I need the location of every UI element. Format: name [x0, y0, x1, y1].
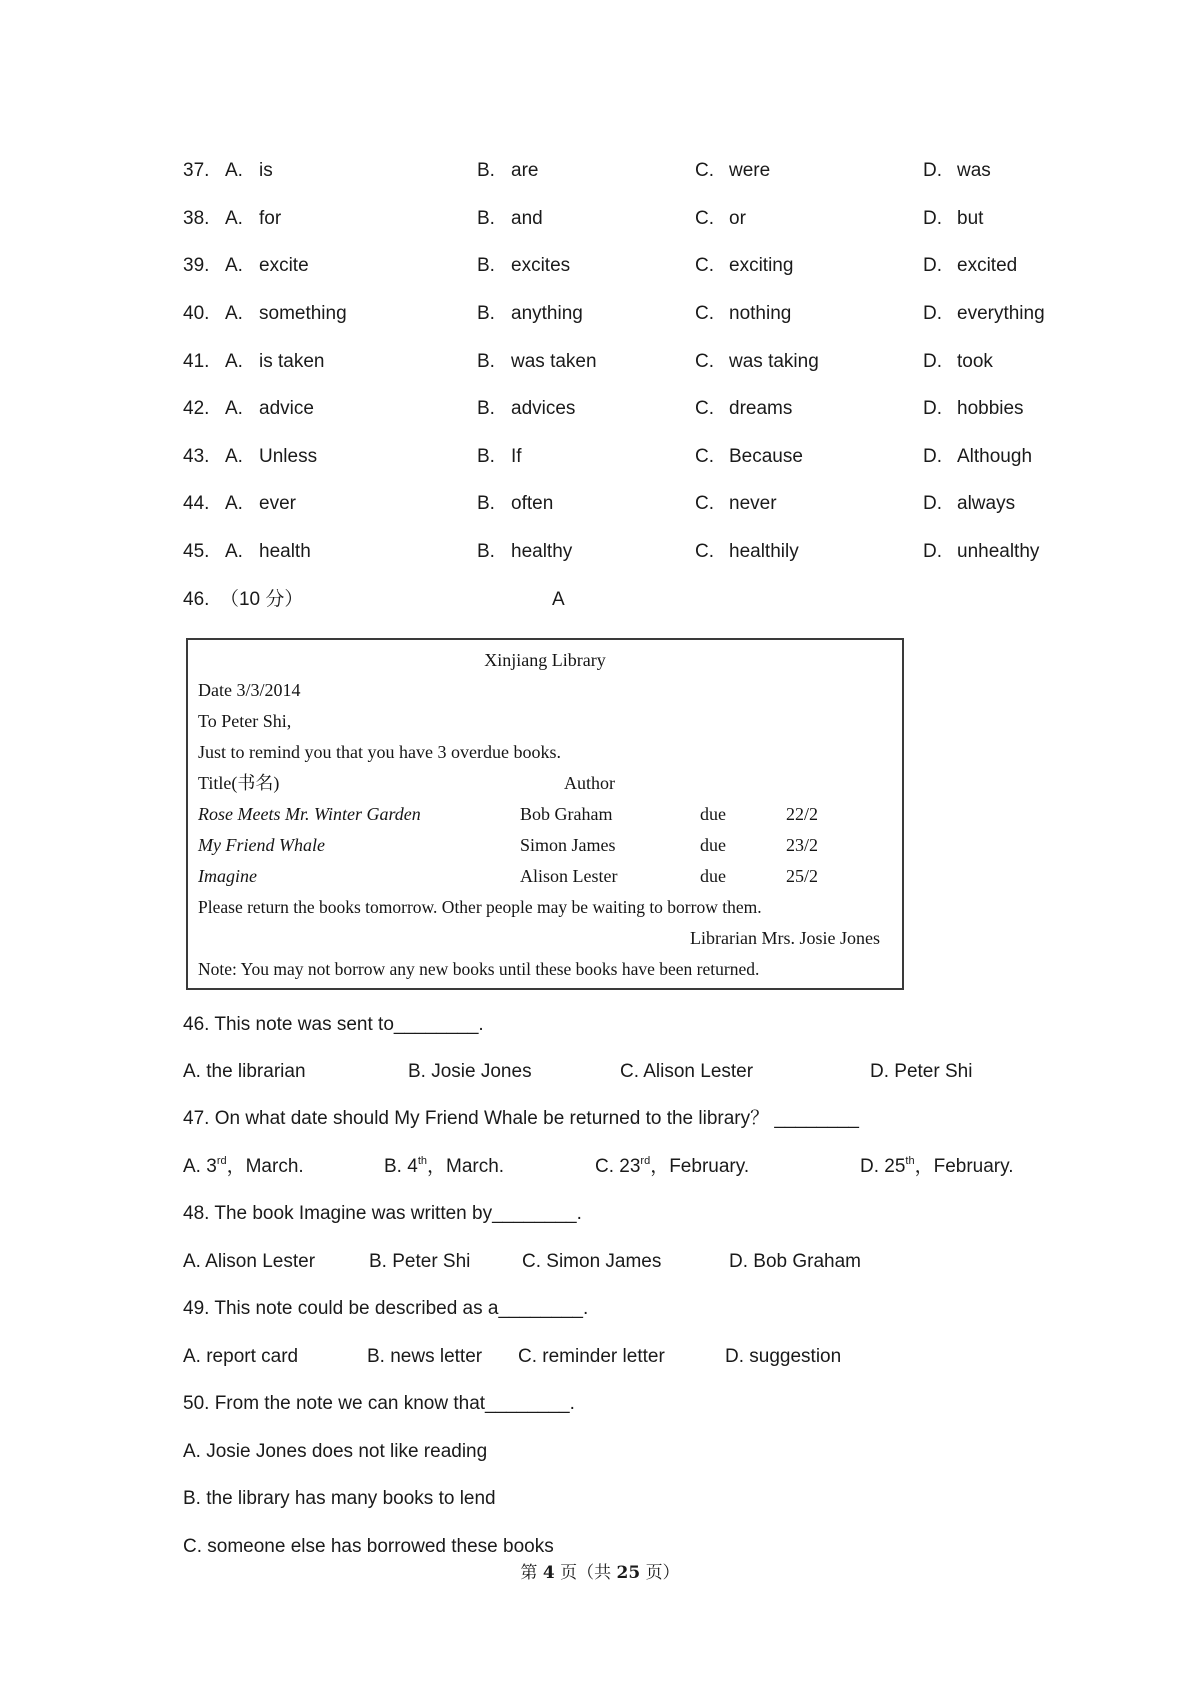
option-b: B. news letter [367, 1346, 483, 1367]
option-c [695, 249, 793, 283]
option-letter: A. [225, 541, 243, 562]
option-letter: A. [225, 303, 243, 324]
footer-total-pages: 25 [616, 1563, 641, 1583]
option-c: C. Simon James [522, 1251, 662, 1272]
option-letter: A. [225, 351, 243, 372]
option-letter: D. [923, 255, 942, 276]
option-text: is [259, 160, 273, 181]
option-d [923, 202, 983, 236]
option-a-day: A. 3 [183, 1156, 217, 1177]
option-text: excites [511, 255, 571, 276]
option-letter: A. [225, 398, 243, 419]
option-letter: C. [695, 351, 714, 372]
section-number: 46. [183, 589, 210, 610]
book-due-date: 23/2 [786, 835, 819, 855]
option-text: Although [957, 446, 1033, 467]
option-text: anything [511, 303, 583, 324]
question-number: 38. [183, 208, 210, 229]
book-title: Imagine [198, 866, 257, 886]
option-text: took [957, 351, 993, 372]
option-d [923, 154, 991, 188]
question-49-options [0, 1340, 1200, 1374]
option-b [477, 535, 572, 569]
option-d-month: ，February. [914, 1156, 1014, 1177]
question-47: 47. On what date should My Friend Whale be returned to the library？ ________ [183, 1108, 859, 1129]
library-notice [186, 638, 904, 990]
option-b [477, 297, 583, 331]
option-text: exciting [729, 255, 794, 276]
option-letter: C. [695, 160, 714, 181]
cloze-option-row [0, 392, 1200, 426]
cloze-option-row [0, 440, 1200, 474]
page-footer [0, 1558, 1200, 1588]
option-text: dreams [729, 398, 793, 419]
option-text: never [729, 493, 777, 514]
option-letter: B. [477, 493, 495, 514]
question-number: 39. [183, 255, 210, 276]
option-c [595, 1150, 749, 1184]
cloze-option-row [0, 249, 1200, 283]
option-c: C. someone else has borrowed these books [183, 1536, 554, 1557]
cloze-option-row [0, 487, 1200, 521]
option-a: A. report card [183, 1346, 299, 1367]
book-title: Rose Meets Mr. Winter Garden [198, 804, 421, 824]
question-48: 48. The book Imagine was written by________. [183, 1203, 582, 1224]
option-b [477, 487, 553, 521]
option-d [923, 535, 1039, 569]
option-text: advices [511, 398, 576, 419]
option-letter: A. [225, 208, 243, 229]
option-d-suffix: th [905, 1155, 915, 1167]
option-letter: C. [695, 208, 714, 229]
cloze-option-row [0, 154, 1200, 188]
option-letter: C. [695, 541, 714, 562]
option-c-day: C. 23 [595, 1156, 641, 1177]
option-d: D. suggestion [725, 1346, 842, 1367]
option-letter: A. [225, 160, 243, 181]
option-letter: B. [477, 160, 495, 181]
option-a [225, 392, 314, 426]
notice-date: Date 3/3/2014 [198, 680, 301, 700]
option-a [225, 154, 273, 188]
option-letter: B. [477, 255, 495, 276]
option-text: Unless [259, 446, 318, 467]
question-number: 43. [183, 446, 210, 467]
option-a-month: ，March. [226, 1156, 304, 1177]
option-b [477, 154, 538, 188]
footer-middle: 页（共 [560, 1563, 612, 1583]
option-letter: A. [225, 446, 243, 467]
book-due-label: due [700, 866, 726, 886]
section-heading [183, 583, 303, 617]
option-b: B. Josie Jones [408, 1061, 532, 1082]
option-d: D. Bob Graham [729, 1251, 861, 1272]
option-letter: C. [695, 303, 714, 324]
option-letter: D. [923, 303, 942, 324]
cloze-option-row [0, 202, 1200, 236]
option-text: ever [259, 493, 296, 514]
section-points: （10 分） [219, 589, 304, 610]
cloze-option-row [0, 345, 1200, 379]
footer-suffix: 页） [645, 1563, 680, 1583]
option-c-month: ，February. [650, 1156, 750, 1177]
question-number: 41. [183, 351, 210, 372]
option-letter: B. [477, 208, 495, 229]
book-author: Alison Lester [520, 866, 618, 886]
footer-page-number: 4 [542, 1563, 555, 1583]
option-text: often [511, 493, 554, 514]
option-text: Because [729, 446, 803, 467]
book-due-label: due [700, 835, 726, 855]
option-c: C. Alison Lester [620, 1061, 754, 1082]
book-due-label: due [700, 804, 726, 824]
footer-prefix: 第 [520, 1563, 538, 1583]
option-text: or [729, 208, 746, 229]
book-title: My Friend Whale [198, 835, 325, 855]
option-b: B. Peter Shi [369, 1251, 471, 1272]
option-text: for [259, 208, 282, 229]
notice-recipient: To Peter Shi, [198, 711, 292, 731]
option-b-month: ，March. [427, 1156, 505, 1177]
option-letter: C. [695, 446, 714, 467]
option-text: was taking [729, 351, 819, 372]
option-text: was [957, 160, 991, 181]
option-b [477, 392, 575, 426]
option-a [225, 440, 317, 474]
book-due-date: 22/2 [786, 804, 819, 824]
option-letter: D. [923, 493, 942, 514]
option-c [695, 154, 770, 188]
cloze-option-row [0, 535, 1200, 569]
question-number: 37. [183, 160, 210, 181]
option-text: was taken [511, 351, 597, 372]
option-c [695, 487, 777, 521]
option-a [225, 535, 311, 569]
option-letter: D. [923, 541, 942, 562]
option-text: If [511, 446, 522, 467]
option-letter: C. [695, 493, 714, 514]
option-letter: B. [477, 541, 495, 562]
question-46-options [0, 1055, 1200, 1089]
option-d [860, 1150, 1014, 1184]
question-49: 49. This note could be described as a________. [183, 1298, 589, 1319]
question-number: 42. [183, 398, 210, 419]
option-d-day: D. 25 [860, 1156, 906, 1177]
option-a [225, 202, 281, 236]
option-letter: B. [477, 398, 495, 419]
option-d [923, 297, 1045, 331]
option-text: excited [957, 255, 1018, 276]
option-letter: D. [923, 208, 942, 229]
option-text: unhealthy [957, 541, 1040, 562]
option-letter: C. [695, 255, 714, 276]
question-46: 46. This note was sent to________. [183, 1014, 484, 1035]
option-text: is taken [259, 351, 325, 372]
question-number: 45. [183, 541, 210, 562]
option-a: A. Alison Lester [183, 1251, 316, 1272]
cloze-option-row [0, 297, 1200, 331]
question-50: 50. From the note we can know that________. [183, 1393, 575, 1414]
option-letter: D. [923, 160, 942, 181]
option-b [477, 249, 570, 283]
passage-letter: A [552, 589, 565, 610]
option-c [695, 297, 791, 331]
option-text: health [259, 541, 311, 562]
notice-col-title: Title(书名) [198, 773, 280, 793]
book-author: Simon James [520, 835, 616, 855]
option-text: hobbies [957, 398, 1024, 419]
option-c-suffix: rd [640, 1155, 651, 1167]
question-47-options [0, 1150, 1200, 1184]
option-text: advice [259, 398, 314, 419]
option-b: B. the library has many books to lend [183, 1488, 496, 1509]
notice-col-author: Author [564, 773, 615, 793]
option-c [695, 392, 792, 426]
option-b-day: B. 4 [384, 1156, 418, 1177]
option-a: A. Josie Jones does not like reading [183, 1441, 488, 1462]
book-author: Bob Graham [520, 804, 613, 824]
option-a [225, 345, 324, 379]
option-b [477, 202, 543, 236]
option-letter: B. [477, 446, 495, 467]
notice-intro: Just to remind you that you have 3 overdue books. [198, 742, 561, 762]
option-text: everything [957, 303, 1045, 324]
option-letter: D. [923, 351, 942, 372]
option-a-suffix: rd [216, 1155, 227, 1167]
option-d [923, 345, 993, 379]
option-text: and [511, 208, 543, 229]
option-a [225, 297, 347, 331]
option-text: nothing [729, 303, 792, 324]
option-c [695, 440, 803, 474]
question-number: 44. [183, 493, 210, 514]
option-letter: D. [923, 398, 942, 419]
option-text: something [259, 303, 347, 324]
option-text: healthy [511, 541, 573, 562]
option-letter: D. [923, 446, 942, 467]
option-c [695, 535, 799, 569]
option-text: were [729, 160, 771, 181]
option-d [923, 487, 1015, 521]
notice-signature: Librarian Mrs. Josie Jones [690, 928, 880, 948]
option-b [477, 440, 522, 474]
question-number: 40. [183, 303, 210, 324]
option-a [225, 249, 309, 283]
option-d [923, 440, 1032, 474]
option-text: but [957, 208, 984, 229]
option-b [384, 1150, 504, 1184]
option-c: C. reminder letter [518, 1346, 665, 1367]
option-a: A. the librarian [183, 1061, 306, 1082]
option-b [477, 345, 597, 379]
notice-note: Note: You may not borrow any new books until these books have been returned. [198, 959, 760, 979]
option-text: always [957, 493, 1016, 514]
book-due-date: 25/2 [786, 866, 819, 886]
option-letter: A. [225, 493, 243, 514]
option-letter: C. [695, 398, 714, 419]
option-text: healthily [729, 541, 799, 562]
question-48-options [0, 1245, 1200, 1279]
option-d: D. Peter Shi [870, 1061, 973, 1082]
option-letter: B. [477, 303, 495, 324]
option-text: excite [259, 255, 309, 276]
option-text: are [511, 160, 539, 181]
notice-title: Xinjiang Library [484, 650, 606, 670]
option-letter: A. [225, 255, 243, 276]
option-c [695, 345, 819, 379]
option-letter: B. [477, 351, 495, 372]
notice-request: Please return the books tomorrow. Other people may be waiting to borrow them. [198, 897, 762, 917]
option-d [923, 249, 1017, 283]
option-a [183, 1150, 304, 1184]
option-c [695, 202, 746, 236]
option-d [923, 392, 1024, 426]
option-a [225, 487, 296, 521]
option-b-suffix: th [417, 1155, 427, 1167]
